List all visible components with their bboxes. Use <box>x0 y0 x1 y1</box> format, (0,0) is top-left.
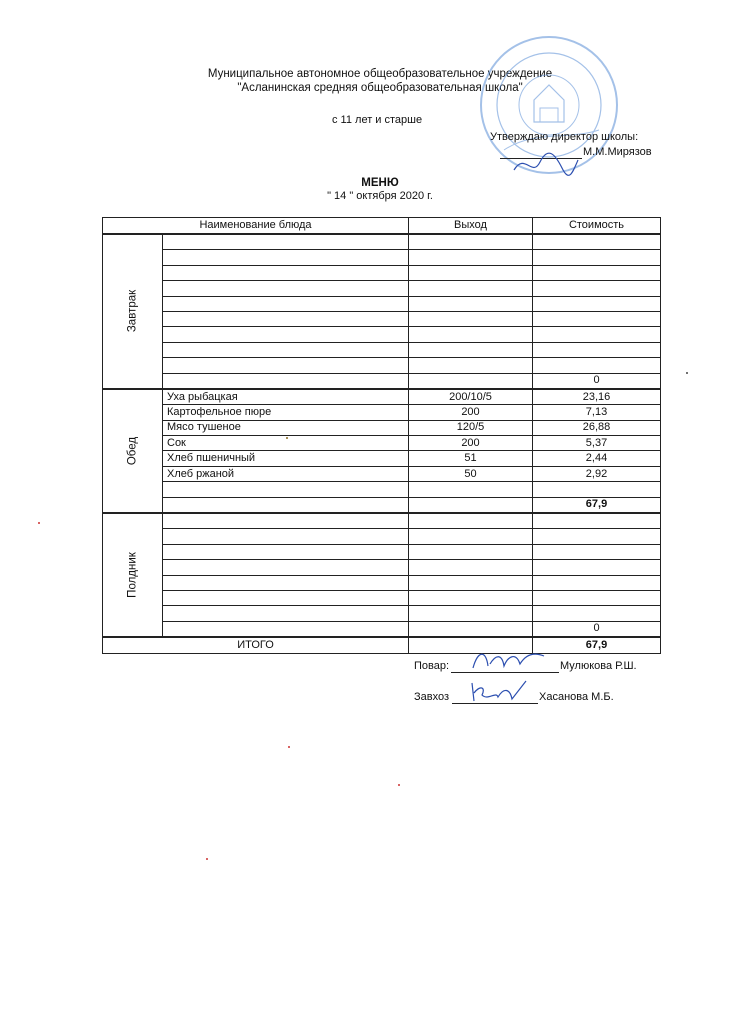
table-row <box>103 482 661 497</box>
table-row <box>103 296 661 311</box>
storekeeper-signature <box>466 677 536 705</box>
dish-name <box>163 311 409 326</box>
approval-line: Утверждаю директор школы: <box>490 131 639 143</box>
dish-cost <box>533 342 661 357</box>
dish-cost <box>533 606 661 621</box>
col-header-name: Наименование блюда <box>103 218 409 235</box>
dish-cost <box>533 296 661 311</box>
table-row <box>103 513 661 529</box>
dish-cost <box>533 358 661 373</box>
table-row <box>103 405 661 420</box>
section-label: Завтрак <box>126 290 138 333</box>
dish-name: Мясо тушеное <box>163 420 409 435</box>
section-total-row <box>103 373 661 389</box>
table-header-row <box>103 218 661 235</box>
total-blank <box>163 497 409 513</box>
dish-yield <box>409 281 533 296</box>
dish-yield <box>409 590 533 605</box>
table-row <box>103 281 661 296</box>
dish-name <box>163 327 409 342</box>
menu-table <box>102 217 661 654</box>
org-name-line2: "Асланинская средняя общеобразовательная школа" <box>237 82 523 94</box>
table-row <box>103 358 661 373</box>
dish-cost: 2,92 <box>533 466 661 481</box>
total-blank <box>163 373 409 389</box>
section-total-row <box>103 621 661 637</box>
total-blank <box>409 373 533 389</box>
section-label: Полдник <box>126 552 138 598</box>
dish-cost: 5,37 <box>533 436 661 451</box>
grand-total-row <box>103 637 661 653</box>
dish-yield <box>409 265 533 280</box>
dish-cost <box>533 529 661 544</box>
section-total: 0 <box>533 621 661 637</box>
table-row <box>103 590 661 605</box>
scan-speck <box>398 784 400 786</box>
dish-yield <box>409 296 533 311</box>
table-row <box>103 436 661 451</box>
col-header-yield: Выход <box>409 218 533 235</box>
dish-yield <box>409 358 533 373</box>
table-row <box>103 265 661 280</box>
table-row <box>103 420 661 435</box>
dish-name <box>163 590 409 605</box>
table-row <box>103 451 661 466</box>
table-row <box>103 560 661 575</box>
director-signature <box>510 150 580 180</box>
dish-name <box>163 482 409 497</box>
dish-name <box>163 560 409 575</box>
total-blank <box>409 621 533 637</box>
dish-cost <box>533 590 661 605</box>
table-row <box>103 342 661 357</box>
dish-name <box>163 513 409 529</box>
dish-cost <box>533 544 661 559</box>
dish-name <box>163 358 409 373</box>
dish-yield: 200/10/5 <box>409 389 533 405</box>
scan-speck <box>38 522 40 524</box>
dish-cost: 23,16 <box>533 389 661 405</box>
table-row <box>103 529 661 544</box>
dish-name <box>163 529 409 544</box>
dish-name <box>163 575 409 590</box>
dish-yield <box>409 544 533 559</box>
dish-name <box>163 281 409 296</box>
dish-yield: 51 <box>409 451 533 466</box>
dish-cost: 26,88 <box>533 420 661 435</box>
table-row <box>103 250 661 265</box>
dish-yield <box>409 311 533 326</box>
dish-yield <box>409 529 533 544</box>
dish-yield <box>409 482 533 497</box>
dish-yield <box>409 234 533 250</box>
dish-yield <box>409 513 533 529</box>
cook-label: Повар: <box>414 660 450 672</box>
col-header-cost: Стоимость <box>533 218 661 235</box>
dish-cost <box>533 513 661 529</box>
dish-name <box>163 250 409 265</box>
dish-name <box>163 265 409 280</box>
table-row <box>103 466 661 481</box>
table-row <box>103 327 661 342</box>
scan-speck <box>286 437 288 439</box>
scan-speck <box>288 746 290 748</box>
table-row <box>103 311 661 326</box>
dish-cost <box>533 265 661 280</box>
dish-cost <box>533 560 661 575</box>
dish-name: Хлеб ржаной <box>163 466 409 481</box>
section-label-cell <box>103 389 163 513</box>
age-group: с 11 лет и старше <box>332 114 423 126</box>
dish-name: Картофельное пюре <box>163 405 409 420</box>
cook-name: Мулюкова Р.Ш. <box>560 660 637 672</box>
dish-name <box>163 606 409 621</box>
dish-yield: 200 <box>409 405 533 420</box>
section-total-row <box>103 497 661 513</box>
dish-cost <box>533 281 661 296</box>
dish-name: Сок <box>163 436 409 451</box>
section-total: 67,9 <box>533 497 661 513</box>
dish-name <box>163 544 409 559</box>
table-row <box>103 606 661 621</box>
dish-yield <box>409 342 533 357</box>
table-row <box>103 389 661 405</box>
dish-name: Хлеб пшеничный <box>163 451 409 466</box>
director-name: М.М.Мирязов <box>583 146 652 158</box>
dish-name <box>163 342 409 357</box>
org-name-line1: Муниципальное автономное общеобразовательное учреждение <box>207 68 553 80</box>
total-blank <box>163 621 409 637</box>
storekeeper-label: Завхоз <box>414 691 450 703</box>
dish-cost <box>533 234 661 250</box>
section-total: 0 <box>533 373 661 389</box>
dish-name: Уха рыбацкая <box>163 389 409 405</box>
grand-total-label: ИТОГО <box>103 637 409 653</box>
dish-yield <box>409 606 533 621</box>
dish-cost <box>533 327 661 342</box>
dish-cost <box>533 575 661 590</box>
scan-speck <box>686 372 688 374</box>
cook-signature <box>468 646 548 674</box>
section-label: Обед <box>126 436 138 466</box>
table-row <box>103 234 661 250</box>
dish-yield: 50 <box>409 466 533 481</box>
dish-yield: 200 <box>409 436 533 451</box>
table-row <box>103 575 661 590</box>
dish-yield <box>409 250 533 265</box>
dish-cost <box>533 250 661 265</box>
dish-cost: 2,44 <box>533 451 661 466</box>
storekeeper-name: Хасанова М.Б. <box>539 691 614 703</box>
total-blank <box>409 497 533 513</box>
menu-title: МЕНЮ <box>361 177 399 189</box>
dish-yield <box>409 327 533 342</box>
dish-cost <box>533 311 661 326</box>
dish-yield <box>409 575 533 590</box>
scan-speck <box>206 858 208 860</box>
dish-name <box>163 234 409 250</box>
dish-name <box>163 296 409 311</box>
table-row <box>103 544 661 559</box>
dish-cost <box>533 482 661 497</box>
section-label-cell <box>103 234 163 389</box>
menu-date: " 14 " октября 2020 г. <box>327 190 433 202</box>
dish-cost: 7,13 <box>533 405 661 420</box>
section-label-cell <box>103 513 163 637</box>
dish-yield <box>409 560 533 575</box>
dish-yield: 120/5 <box>409 420 533 435</box>
grand-total-value: 67,9 <box>533 637 661 653</box>
